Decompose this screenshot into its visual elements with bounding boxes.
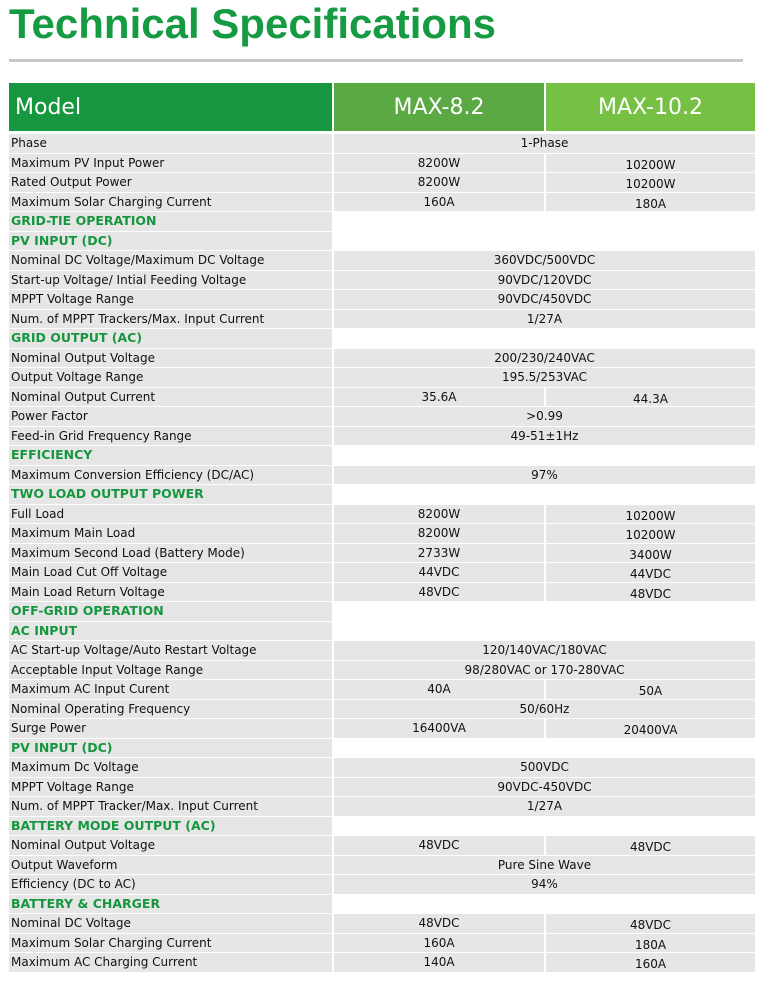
section-heading-row	[9, 445, 755, 465]
spec-row	[9, 777, 755, 797]
spec-label: Nominal DC Voltage	[9, 914, 332, 933]
section-heading-row	[9, 328, 755, 348]
spec-value-max-8-2: 160A	[334, 193, 544, 212]
spec-value-max-10-2: 180A	[546, 193, 755, 212]
spec-label: Surge Power	[9, 719, 332, 738]
section-heading: AC INPUT	[9, 622, 332, 641]
spec-value-max-10-2: 10200W	[546, 505, 755, 524]
spec-label: Rated Output Power	[9, 173, 332, 192]
spec-row	[9, 562, 755, 582]
title-divider	[9, 59, 743, 62]
spec-row	[9, 757, 755, 777]
spec-value-max-10-2: 44VDC	[546, 563, 755, 582]
spec-value-shared: 90VDC-450VDC	[334, 778, 755, 797]
spec-row	[9, 933, 755, 953]
section-heading: EFFICIENCY	[9, 446, 332, 465]
spec-row	[9, 660, 755, 680]
spec-value-max-8-2: 48VDC	[334, 583, 544, 602]
spec-value-max-10-2: 48VDC	[546, 836, 755, 855]
spec-value-shared: 195.5/253VAC	[334, 368, 755, 387]
spec-row	[9, 250, 755, 270]
spec-row	[9, 153, 755, 173]
spec-row	[9, 874, 755, 894]
spec-value-shared: 97%	[334, 466, 755, 485]
section-spacer	[334, 817, 755, 836]
spec-value-shared: Pure Sine Wave	[334, 856, 755, 875]
spec-label: Nominal Output Current	[9, 388, 332, 407]
section-spacer	[334, 485, 755, 504]
spec-label: Main Load Cut Off Voltage	[9, 563, 332, 582]
spec-value-shared: 50/60Hz	[334, 700, 755, 719]
spec-label: Maximum Main Load	[9, 524, 332, 543]
spec-label: Start-up Voltage/ Intial Feeding Voltage	[9, 271, 332, 290]
section-heading-row	[9, 621, 755, 641]
section-heading: GRID OUTPUT (AC)	[9, 329, 332, 348]
spec-value-shared: 1/27A	[334, 310, 755, 329]
spec-value-shared: 94%	[334, 875, 755, 894]
spec-value-shared: >0.99	[334, 407, 755, 426]
spec-label: Num. of MPPT Trackers/Max. Input Current	[9, 310, 332, 329]
spec-row	[9, 192, 755, 212]
spec-row	[9, 640, 755, 660]
spec-row	[9, 387, 755, 407]
spec-label: Nominal DC Voltage/Maximum DC Voltage	[9, 251, 332, 270]
spec-value-max-8-2: 8200W	[334, 154, 544, 173]
section-heading-row	[9, 738, 755, 758]
spec-label: Main Load Return Voltage	[9, 583, 332, 602]
section-heading-row	[9, 816, 755, 836]
spec-row	[9, 465, 755, 485]
spec-value-max-8-2: 35.6A	[334, 388, 544, 407]
spec-row	[9, 367, 755, 387]
section-spacer	[334, 446, 755, 465]
section-spacer	[334, 739, 755, 758]
section-spacer	[334, 329, 755, 348]
spec-value-max-10-2: 44.3A	[546, 388, 755, 407]
spec-value-max-8-2: 8200W	[334, 524, 544, 543]
spec-value-max-10-2: 180A	[546, 934, 755, 953]
spec-label: MPPT Voltage Range	[9, 778, 332, 797]
spec-row	[9, 504, 755, 524]
spec-row	[9, 172, 755, 192]
spec-label: Maximum Solar Charging Current	[9, 934, 332, 953]
section-heading: OFF-GRID OPERATION	[9, 602, 332, 621]
section-heading: GRID-TIE OPERATION	[9, 212, 332, 231]
section-heading-row	[9, 231, 755, 251]
spec-value-max-10-2: 3400W	[546, 544, 755, 563]
spec-row	[9, 406, 755, 426]
spec-value-shared: 120/140VAC/180VAC	[334, 641, 755, 660]
section-spacer	[334, 602, 755, 621]
header-model-label: Model	[9, 83, 332, 131]
spec-row	[9, 679, 755, 699]
section-heading-row	[9, 601, 755, 621]
spec-row	[9, 348, 755, 368]
spec-value-shared: 500VDC	[334, 758, 755, 777]
spec-row	[9, 952, 755, 972]
spec-label: Nominal Output Voltage	[9, 836, 332, 855]
spec-value-max-8-2: 2733W	[334, 544, 544, 563]
spec-row	[9, 699, 755, 719]
spec-value-shared: 90VDC/450VDC	[334, 290, 755, 309]
spec-label: Maximum Conversion Efficiency (DC/AC)	[9, 466, 332, 485]
spec-row	[9, 718, 755, 738]
spec-label: Maximum Second Load (Battery Mode)	[9, 544, 332, 563]
spec-label: Maximum AC Charging Current	[9, 953, 332, 972]
header-model-max-8-2: MAX-8.2	[334, 83, 544, 131]
section-heading: PV INPUT (DC)	[9, 232, 332, 251]
spec-value-max-8-2: 16400VA	[334, 719, 544, 738]
spec-label: Feed-in Grid Frequency Range	[9, 427, 332, 446]
spec-value-max-10-2: 48VDC	[546, 583, 755, 602]
section-spacer	[334, 212, 755, 231]
spec-row	[9, 426, 755, 446]
spec-value-shared: 90VDC/120VDC	[334, 271, 755, 290]
spec-row	[9, 582, 755, 602]
spec-label: AC Start-up Voltage/Auto Restart Voltage	[9, 641, 332, 660]
spec-row	[9, 309, 755, 329]
page-title: Technical Specifications	[9, 0, 497, 47]
spec-value-max-10-2: 48VDC	[546, 914, 755, 933]
spec-label: Nominal Operating Frequency	[9, 700, 332, 719]
spec-row	[9, 835, 755, 855]
section-heading-row	[9, 484, 755, 504]
spec-row	[9, 855, 755, 875]
spec-value-max-8-2: 140A	[334, 953, 544, 972]
spec-row	[9, 913, 755, 933]
section-heading: BATTERY MODE OUTPUT (AC)	[9, 817, 332, 836]
spec-label: Acceptable Input Voltage Range	[9, 661, 332, 680]
section-heading-row	[9, 894, 755, 914]
spec-value-max-10-2: 20400VA	[546, 719, 755, 738]
spec-value-max-10-2: 50A	[546, 680, 755, 699]
spec-label: Maximum Dc Voltage	[9, 758, 332, 777]
spec-label: Phase	[9, 134, 332, 153]
spec-value-max-8-2: 48VDC	[334, 836, 544, 855]
section-heading: BATTERY & CHARGER	[9, 895, 332, 914]
section-heading-row	[9, 211, 755, 231]
spec-label: Output Voltage Range	[9, 368, 332, 387]
spec-row	[9, 289, 755, 309]
spec-label: Power Factor	[9, 407, 332, 426]
spec-value-max-8-2: 48VDC	[334, 914, 544, 933]
spec-value-shared: 360VDC/500VDC	[334, 251, 755, 270]
spec-value-max-8-2: 40A	[334, 680, 544, 699]
spec-value-max-10-2: 10200W	[546, 154, 755, 173]
spec-row	[9, 796, 755, 816]
section-spacer	[334, 895, 755, 914]
spec-label: Maximum PV Input Power	[9, 154, 332, 173]
spec-label: Efficiency (DC to AC)	[9, 875, 332, 894]
section-spacer	[334, 622, 755, 641]
section-heading: TWO LOAD OUTPUT POWER	[9, 485, 332, 504]
spec-label: Full Load	[9, 505, 332, 524]
spec-value-shared: 49-51±1Hz	[334, 427, 755, 446]
spec-row	[9, 543, 755, 563]
spec-label: Maximum AC Input Curent	[9, 680, 332, 699]
spec-table	[9, 133, 755, 972]
spec-row	[9, 270, 755, 290]
spec-value-max-8-2: 8200W	[334, 505, 544, 524]
spec-label: MPPT Voltage Range	[9, 290, 332, 309]
spec-label: Output Waveform	[9, 856, 332, 875]
spec-value-max-10-2: 160A	[546, 953, 755, 972]
spec-row	[9, 523, 755, 543]
spec-row	[9, 133, 755, 153]
spec-value-max-10-2: 10200W	[546, 524, 755, 543]
spec-value-max-8-2: 44VDC	[334, 563, 544, 582]
spec-value-shared: 200/230/240VAC	[334, 349, 755, 368]
section-heading: PV INPUT (DC)	[9, 739, 332, 758]
section-spacer	[334, 232, 755, 251]
spec-value-shared: 1-Phase	[334, 134, 755, 153]
spec-value-max-10-2: 10200W	[546, 173, 755, 192]
spec-value-shared: 98/280VAC or 170-280VAC	[334, 661, 755, 680]
spec-value-max-8-2: 8200W	[334, 173, 544, 192]
header-model-max-10-2: MAX-10.2	[546, 83, 755, 131]
spec-label: Num. of MPPT Tracker/Max. Input Current	[9, 797, 332, 816]
spec-label: Nominal Output Voltage	[9, 349, 332, 368]
spec-value-max-8-2: 160A	[334, 934, 544, 953]
spec-value-shared: 1/27A	[334, 797, 755, 816]
spec-label: Maximum Solar Charging Current	[9, 193, 332, 212]
